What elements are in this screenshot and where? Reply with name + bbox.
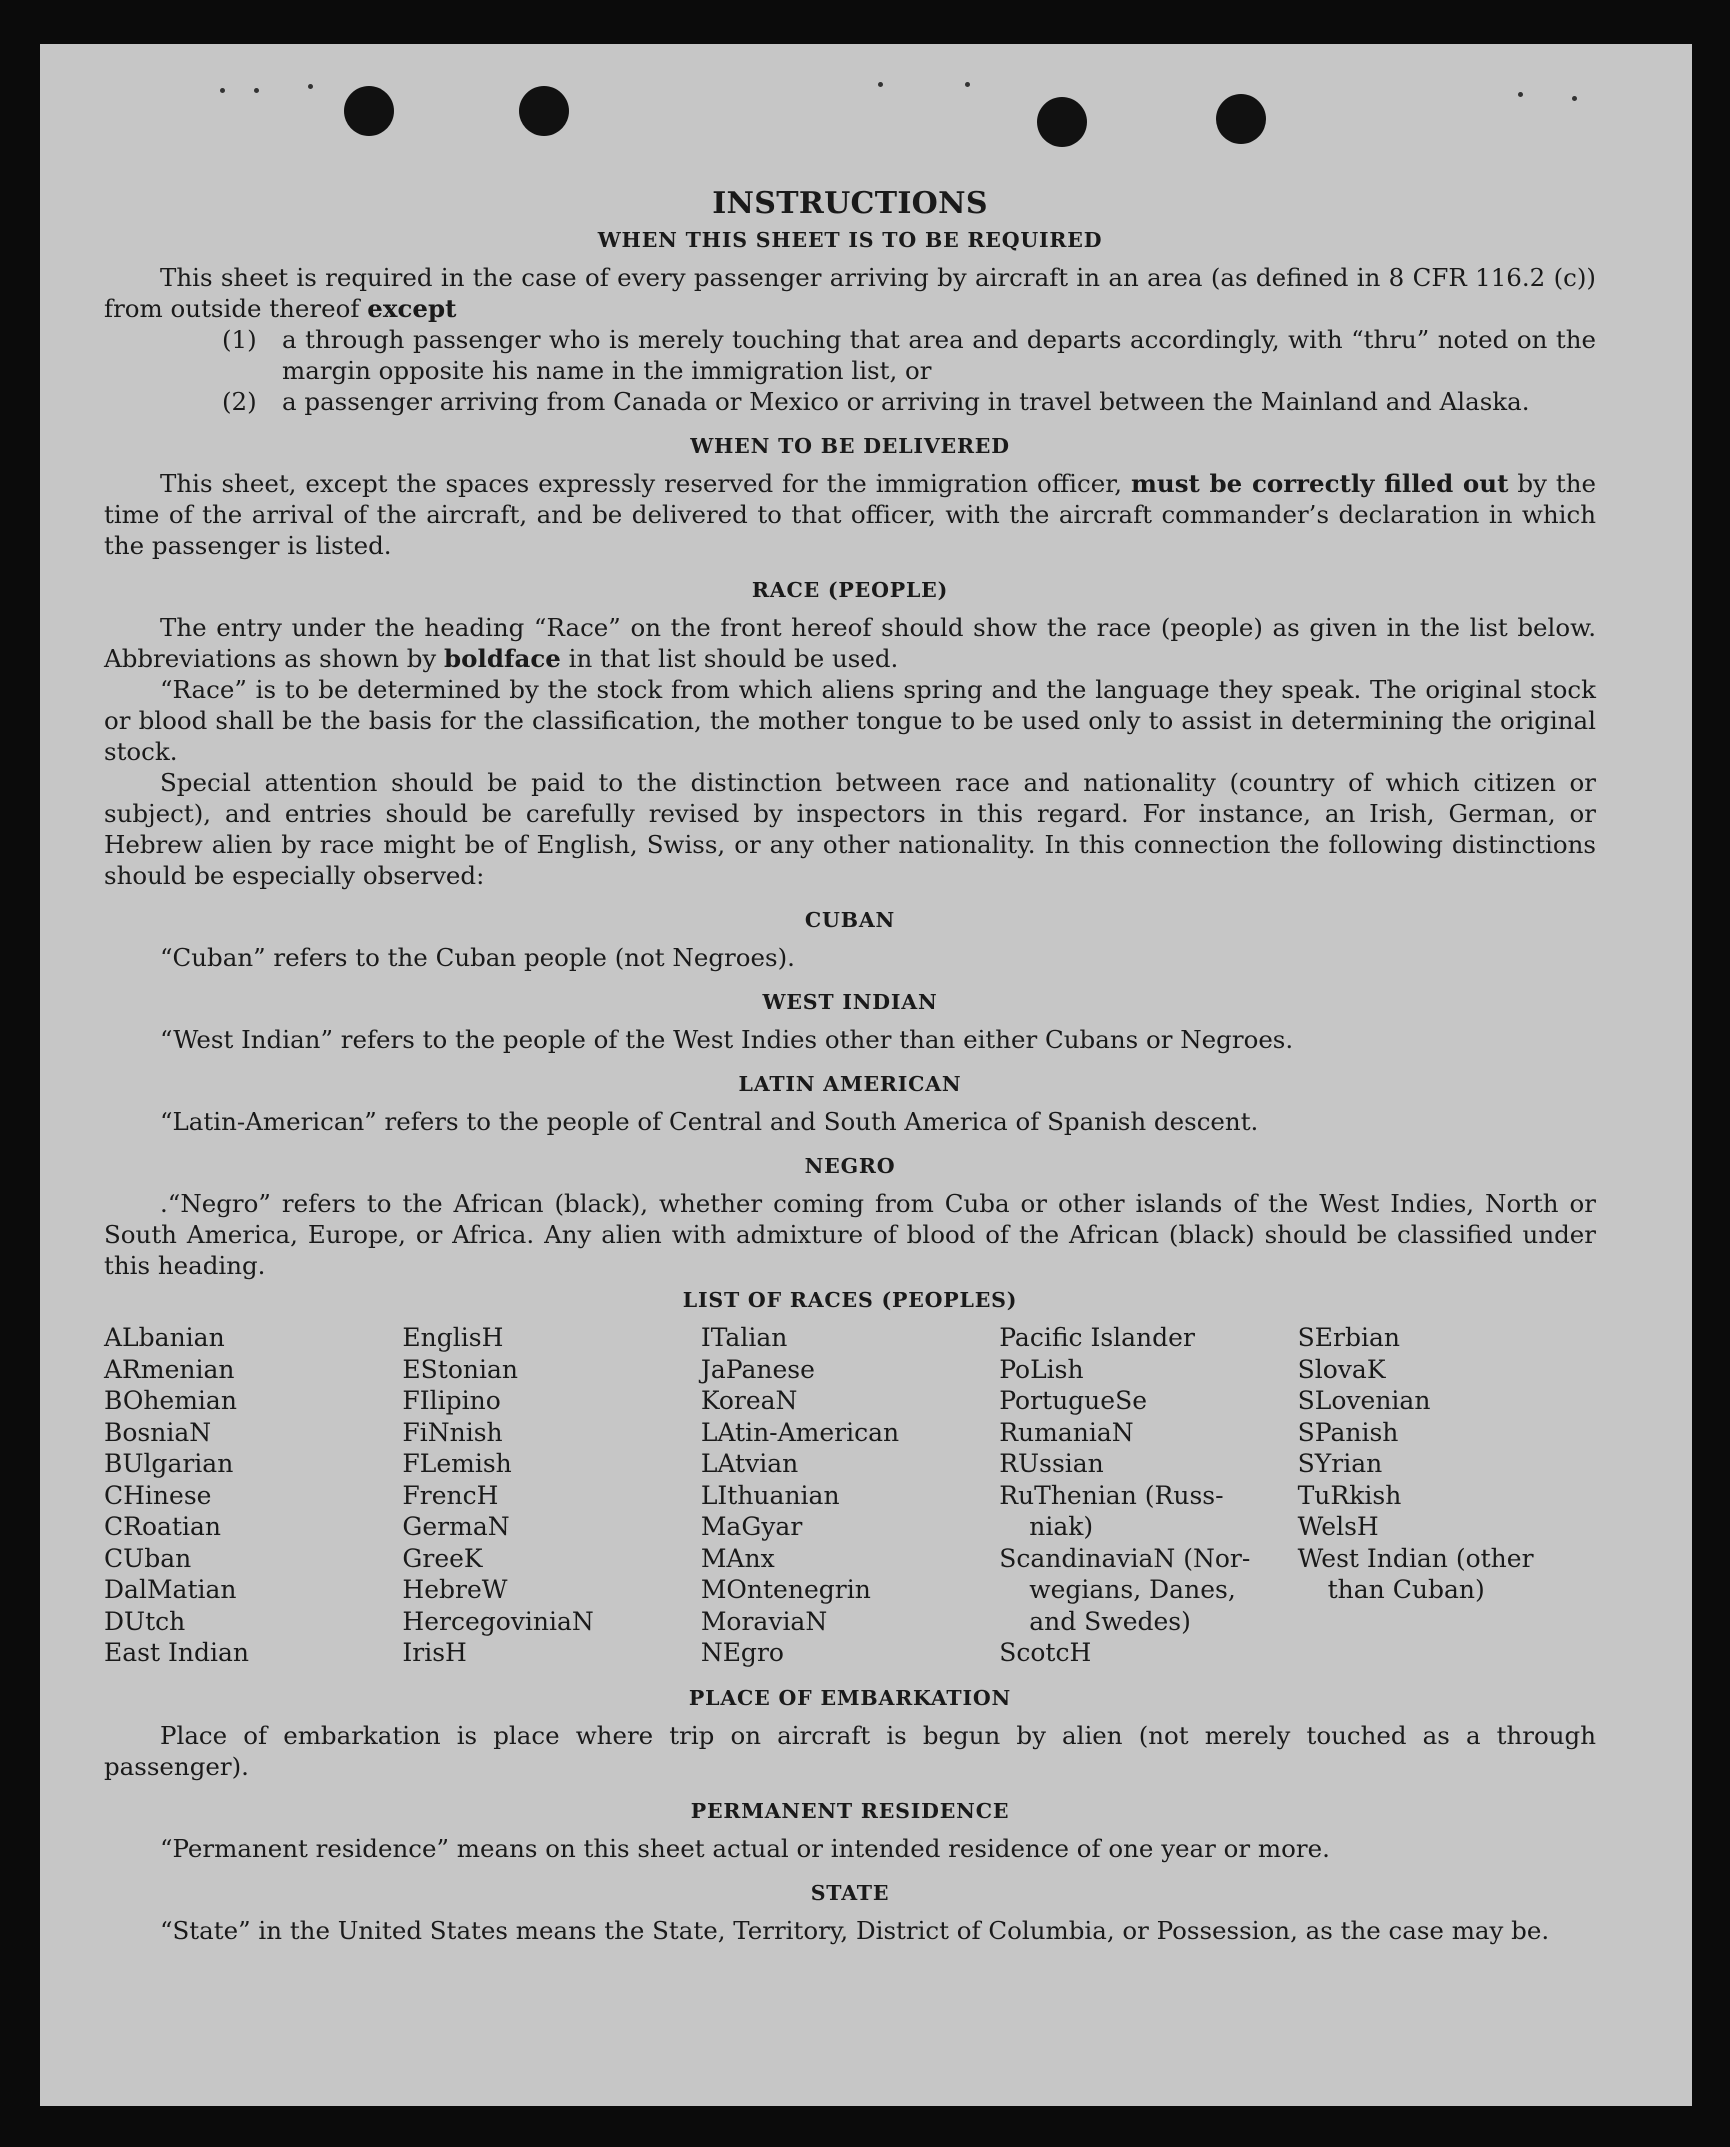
section-heading-west-indian: WEST INDIAN [762, 990, 938, 1014]
race-entry: IrisH [402, 1638, 467, 1667]
race-entry: WelsH [1297, 1512, 1379, 1541]
paper-speck [308, 84, 313, 89]
race-entry: BUlgarian [104, 1449, 234, 1478]
item-number: (2) [222, 387, 257, 416]
race-entry: PoLish [999, 1354, 1084, 1384]
race-entry: SLovenian [1297, 1386, 1431, 1415]
section-heading-required: WHEN THIS SHEET IS TO BE REQUIRED [597, 228, 1103, 252]
item-text: a through passenger who is merely touching that area and departs accordingly, with “thru” noted on the margin opposite his name in the immigration list, or [282, 325, 1596, 385]
race-entry: BOhemian [104, 1386, 237, 1415]
paper-speck [1518, 92, 1523, 97]
list-item [222, 386, 1596, 417]
document-page [40, 44, 1692, 2106]
race-entry: BosniaN [104, 1417, 212, 1447]
paragraph-race-1 [104, 612, 1596, 674]
paragraph-cuban: “Cuban” refers to the Cuban people (not Negroes). [160, 943, 795, 972]
paper-speck [254, 88, 259, 93]
race-entry: ARmenian [104, 1354, 235, 1384]
race-entry: MAnx [700, 1543, 775, 1573]
races-column-3 [701, 1322, 999, 1669]
race-entry: MOntenegrin [700, 1575, 871, 1604]
section-heading-negro: NEGRO [804, 1154, 896, 1178]
paragraph-residence: “Permanent residence” means on this sheet actual or intended residence of one year or more. [160, 1833, 1330, 1863]
race-entry: MaGyar [700, 1512, 803, 1541]
punch-hole-1 [344, 86, 394, 136]
races-column-2 [402, 1322, 700, 1669]
race-entry: KoreaN [700, 1386, 798, 1415]
paragraph-state: “State” in the United States means the State, Territory, District of Columbia, or Possession, as the case may be. [160, 1915, 1550, 1945]
races-column-1 [104, 1322, 402, 1669]
race-entry: LAtvian [700, 1449, 799, 1478]
race-entry: LAtin-American [700, 1417, 900, 1447]
race-entry: TuRkish [1297, 1480, 1402, 1510]
race-entry: LIthuanian [700, 1480, 840, 1510]
race-entry: West Indian (other [1297, 1543, 1534, 1573]
race-entry: RuThenian (Russ- [999, 1480, 1224, 1510]
race-entry: SErbian [1297, 1323, 1400, 1352]
race-entry: FIlipino [402, 1386, 501, 1415]
page-title: INSTRUCTIONS [712, 186, 988, 221]
races-list [104, 1322, 1596, 1669]
race-entry: CUban [104, 1543, 192, 1573]
text-run: in that list should be used. [560, 644, 899, 673]
race-entry-continued: wegians, Danes, [1029, 1575, 1236, 1604]
section-heading-races-list: LIST OF RACES (PEOPLES) [682, 1288, 1018, 1312]
race-entry: Pacific Islander [999, 1323, 1195, 1352]
section-heading-residence: PERMANENT RESIDENCE [690, 1798, 1010, 1823]
paragraph-negro: .“Negro” refers to the African (black), whether coming from Cuba or other islands of the West Indies, North or South America, Europe, or Africa. Any alien with admixture of blood of the African (black) should be classified under this heading. [104, 1189, 1596, 1280]
race-entry-continued: than Cuban) [1327, 1575, 1485, 1604]
race-entry: SYrian [1297, 1449, 1383, 1478]
bold-run: boldface [444, 644, 561, 673]
section-heading-state: STATE [810, 1880, 890, 1905]
race-entry-continued: niak) [1029, 1512, 1094, 1541]
race-entry: DalMatian [104, 1575, 237, 1604]
item-text: a passenger arriving from Canada or Mexico or arriving in travel between the Mainland and Alaska. [282, 387, 1530, 416]
instructions-content [104, 188, 1596, 1946]
race-entry: HercegoviniaN [402, 1606, 594, 1636]
race-entry: PortugueSe [999, 1386, 1147, 1415]
item-number: (1) [222, 325, 257, 354]
section-heading-cuban: CUBAN [804, 908, 896, 932]
paper-speck [878, 82, 883, 87]
paragraph-race-2: “Race” is to be determined by the stock from which aliens spring and the language they speak. The original stock or blood shall be the basis for the classification, the mother tongue to be used only to assist in determining the original stock. [104, 675, 1596, 766]
paragraph-required [104, 262, 1596, 324]
race-entry: FLemish [402, 1449, 512, 1478]
races-column-5 [1298, 1322, 1596, 1669]
section-heading-delivered: WHEN TO BE DELIVERED [690, 434, 1010, 458]
race-entry: FrencH [402, 1480, 499, 1510]
race-entry: CHinese [104, 1480, 212, 1510]
race-entry: ITalian [700, 1323, 788, 1352]
race-entry: GreeK [402, 1543, 483, 1573]
races-column-4 [999, 1322, 1297, 1669]
paragraph-latin-american: “Latin-American” refers to the people of Central and South America of Spanish descent. [160, 1107, 1259, 1136]
paragraph-west-indian: “West Indian” refers to the people of the West Indies other than either Cubans or Negroes. [160, 1025, 1294, 1054]
text-run: by the time of the arrival of the aircraft, and be delivered to that officer, with the aircraft commander’s declaration in which the passenger is listed. [104, 469, 1596, 560]
list-item [222, 324, 1596, 386]
race-entry: East Indian [104, 1638, 249, 1667]
punch-hole-4 [1216, 94, 1266, 144]
race-entry: CRoatian [104, 1512, 221, 1541]
paper-speck [1572, 96, 1577, 101]
paper-speck [965, 82, 970, 87]
race-entry: EStonian [402, 1354, 518, 1384]
race-entry: JaPanese [700, 1354, 815, 1384]
text-run: The entry under the heading “Race” on the front hereof should show the race (people) as given in the list below. Abbreviations as shown by [104, 613, 1596, 673]
race-entry: ScandinaviaN (Nor- [999, 1543, 1251, 1573]
paragraph-embarkation: Place of embarkation is place where trip on aircraft is begun by alien (not merely touched as a through passenger). [104, 1720, 1596, 1781]
race-entry: GermaN [402, 1512, 510, 1541]
section-heading-latin-american: LATIN AMERICAN [738, 1072, 962, 1096]
race-entry: SPanish [1297, 1417, 1399, 1447]
paper-speck [220, 88, 225, 93]
race-entry: ALbanian [104, 1323, 225, 1352]
punch-hole-2 [519, 86, 569, 136]
race-entry: ScotcH [999, 1638, 1092, 1667]
race-entry: EnglisH [402, 1323, 504, 1352]
text-run: This sheet is required in the case of every passenger arriving by aircraft in an area (as defined in 8 CFR 116.2 (c)) from outside thereof [104, 263, 1596, 323]
race-entry: FiNnish [402, 1417, 503, 1447]
race-entry: RUssian [999, 1449, 1104, 1478]
race-entry: RumaniaN [999, 1417, 1134, 1447]
race-entry-continued: and Swedes) [1029, 1606, 1191, 1636]
race-entry: DUtch [104, 1606, 186, 1636]
bold-run: must be correctly filled out [1130, 469, 1509, 498]
punch-hole-3 [1037, 97, 1087, 147]
section-heading-embarkation: PLACE OF EMBARKATION [688, 1685, 1012, 1710]
bold-run: except [367, 294, 457, 323]
race-entry: MoraviaN [700, 1606, 828, 1636]
text-run: This sheet, except the spaces expressly reserved for the immigration officer, [160, 469, 1131, 498]
race-entry: NEgro [700, 1638, 784, 1667]
paragraph-race-3: Special attention should be paid to the distinction between race and nationality (country of which citizen or subject), and entries should be carefully revised by inspectors in this regard. For instance, an Irish, German, or Hebrew alien by race might be of English, Swiss, or any other nationality. In this connection the following distinctions should be especially observed: [104, 768, 1596, 890]
paragraph-delivered [104, 468, 1596, 561]
section-heading-race: RACE (PEOPLE) [751, 578, 949, 602]
race-entry: HebreW [402, 1575, 508, 1604]
race-entry: SlovaK [1297, 1354, 1386, 1384]
